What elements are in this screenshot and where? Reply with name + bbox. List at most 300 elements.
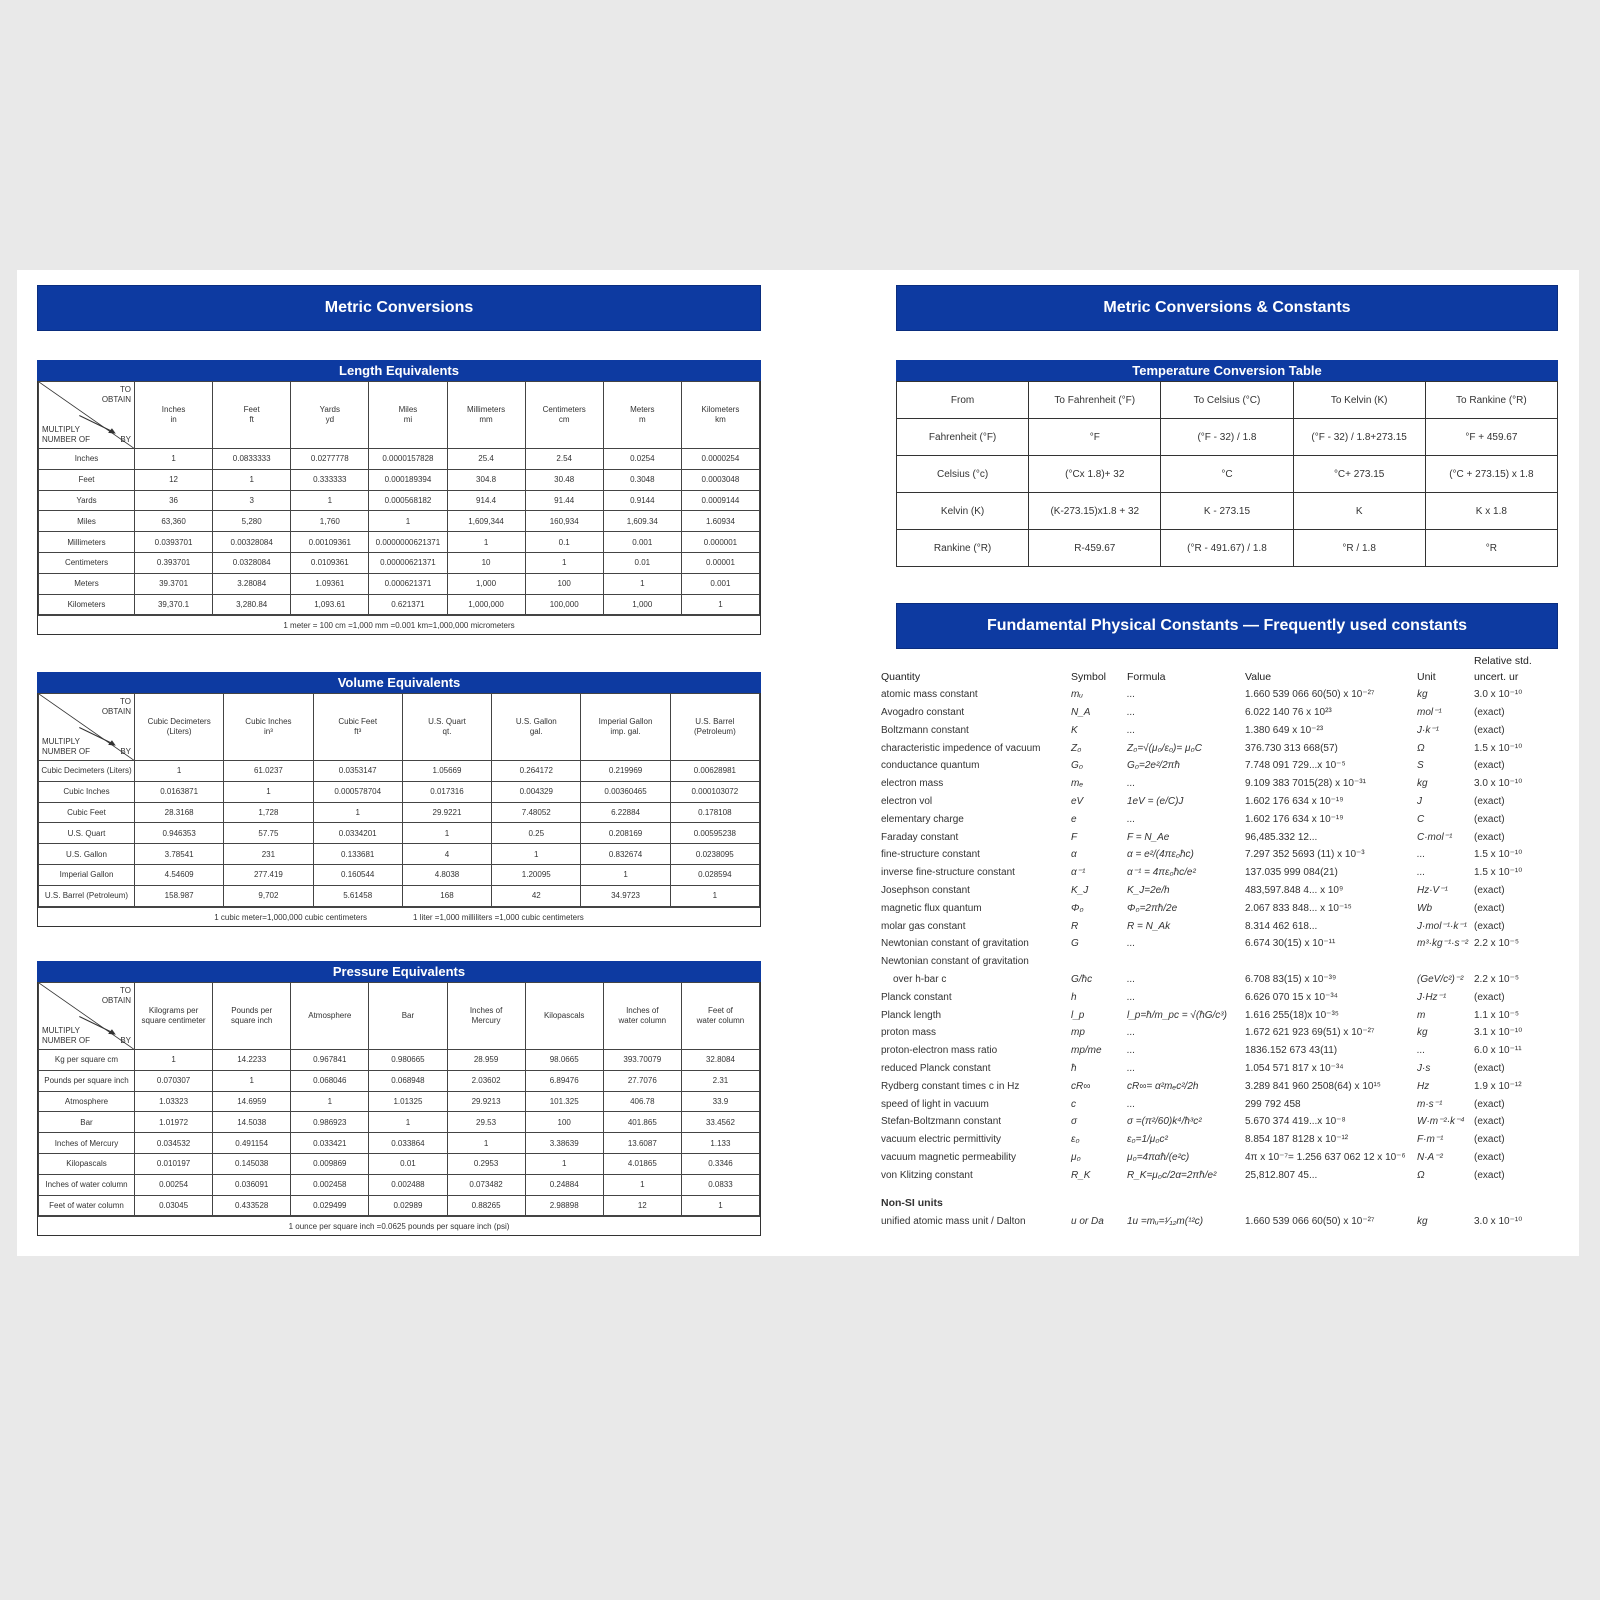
table-row bbox=[39, 490, 760, 511]
footnote bbox=[38, 907, 760, 926]
constant-unit: W·m⁻²·k⁻⁴ bbox=[1417, 1116, 1465, 1128]
row-header: Millimeters bbox=[39, 532, 135, 553]
table-cell: 0.00595238 bbox=[670, 823, 759, 844]
table-row bbox=[39, 469, 760, 490]
constant-row bbox=[881, 775, 1541, 793]
constant-unit: J·s bbox=[1417, 1062, 1431, 1074]
constant-formula: μ₀=4παħ/(e²c) bbox=[1127, 1151, 1190, 1163]
constant-unit: kg bbox=[1417, 689, 1428, 701]
table-cell: 36 bbox=[135, 490, 213, 511]
constant-symbol: c bbox=[1071, 1098, 1076, 1110]
constant-unit: J·Hz⁻¹ bbox=[1417, 991, 1447, 1003]
corner-to-label: TO OBTAIN bbox=[101, 986, 131, 1005]
constant-uncertainty: 1.5 x 10⁻¹⁰ bbox=[1474, 849, 1523, 861]
constant-value: 7.297 352 5693 (11) x 10⁻³ bbox=[1245, 849, 1365, 861]
table-cell: 32.8084 bbox=[681, 1050, 759, 1071]
constant-formula: G₀=2e²/2πħ bbox=[1127, 760, 1180, 772]
constant-uncertainty: (exact) bbox=[1474, 813, 1505, 825]
table-cell: 1.01325 bbox=[369, 1091, 447, 1112]
temp-cell: (°C + 273.15) x 1.8 bbox=[1425, 456, 1557, 493]
constant-row bbox=[881, 1006, 1541, 1024]
constant-symbol: σ bbox=[1071, 1116, 1078, 1128]
constant-uncertainty: 3.1 x 10⁻¹⁰ bbox=[1474, 1027, 1523, 1039]
table-cell: 4.01865 bbox=[603, 1153, 681, 1174]
constant-unit: Ω bbox=[1417, 1169, 1425, 1181]
table-cell: 0.2953 bbox=[447, 1153, 525, 1174]
table-cell: 0.02989 bbox=[369, 1195, 447, 1216]
unit-header: Unit bbox=[1417, 670, 1436, 683]
table-cell: 3 bbox=[213, 490, 291, 511]
constant-unit: C bbox=[1417, 813, 1425, 825]
temp-cell: (°Cx 1.8)+ 32 bbox=[1029, 456, 1161, 493]
table-cell: 7.48052 bbox=[492, 802, 581, 823]
row-header: U.S. Quart bbox=[39, 823, 135, 844]
constant-formula: ... bbox=[1127, 991, 1136, 1003]
constant-unit: J bbox=[1417, 795, 1422, 807]
length-body bbox=[37, 381, 761, 635]
constant-quantity: speed of light in vacuum bbox=[881, 1098, 989, 1110]
temp-cell: (°R - 491.67) / 1.8 bbox=[1161, 530, 1293, 567]
table-cell: 14.6959 bbox=[213, 1091, 291, 1112]
constant-uncertainty: (exact) bbox=[1474, 1134, 1505, 1146]
table-cell: 406.78 bbox=[603, 1091, 681, 1112]
table-cell: 0.0000000621371 bbox=[369, 532, 447, 553]
constant-symbol: e bbox=[1071, 813, 1077, 825]
table-cell: 0.00360465 bbox=[581, 781, 670, 802]
table-cell: 0.9144 bbox=[603, 490, 681, 511]
constant-uncertainty: (exact) bbox=[1474, 760, 1505, 772]
constant-uncertainty: (exact) bbox=[1474, 920, 1505, 932]
constant-formula: α⁻¹ = 4πε₀ħc/e² bbox=[1127, 867, 1196, 879]
table-cell: 1,000 bbox=[447, 573, 525, 594]
constant-quantity: inverse fine-structure constant bbox=[881, 867, 1015, 879]
constant-unit: Ω bbox=[1417, 742, 1425, 754]
table-cell: 1.01972 bbox=[135, 1112, 213, 1133]
table-cell: 28.3168 bbox=[135, 802, 224, 823]
table-cell: 1.05669 bbox=[402, 761, 491, 782]
row-header: Cubic Decimeters (Liters) bbox=[39, 761, 135, 782]
table-row bbox=[39, 573, 760, 594]
column-header: Inches in bbox=[135, 382, 213, 449]
table-row bbox=[39, 511, 760, 532]
constant-quantity: molar gas constant bbox=[881, 920, 966, 932]
row-header: Kg per square cm bbox=[39, 1050, 135, 1071]
constant-unit: J·mol⁻¹·k⁻¹ bbox=[1417, 920, 1467, 932]
constant-symbol: cR∞ bbox=[1071, 1080, 1091, 1092]
table-row bbox=[39, 761, 760, 782]
constant-row bbox=[881, 739, 1541, 757]
row-header: Inches of Mercury bbox=[39, 1133, 135, 1154]
temp-row bbox=[897, 419, 1558, 456]
constant-unit: m bbox=[1417, 1009, 1426, 1021]
constant-value: 6.674 30(15) x 10⁻¹¹ bbox=[1245, 938, 1336, 950]
table-cell: 0.967841 bbox=[291, 1050, 369, 1071]
table-cell: 1 bbox=[135, 1050, 213, 1071]
rel-header-b: uncert. ur bbox=[1474, 670, 1519, 683]
constant-uncertainty: 3.0 x 10⁻¹⁰ bbox=[1474, 1215, 1523, 1227]
column-header: Cubic Feet ft³ bbox=[313, 694, 402, 761]
column-header: Millimeters mm bbox=[447, 382, 525, 449]
table-cell: 0.002458 bbox=[291, 1174, 369, 1195]
row-header: Kilopascals bbox=[39, 1153, 135, 1174]
table-cell: 0.000001 bbox=[681, 532, 759, 553]
volume-title: Volume Equivalents bbox=[37, 672, 761, 693]
constant-uncertainty: 1.5 x 10⁻¹⁰ bbox=[1474, 867, 1523, 879]
constant-formula: 1u =mᵤ=¹⁄₁₂m(¹²c) bbox=[1127, 1215, 1204, 1227]
left-banner: Metric Conversions bbox=[37, 285, 761, 331]
table-cell: 0.178108 bbox=[670, 802, 759, 823]
corner-cell bbox=[39, 382, 135, 449]
constant-value: 1836.152 673 43(11) bbox=[1245, 1045, 1338, 1057]
constant-uncertainty: (exact) bbox=[1474, 706, 1505, 718]
temp-row bbox=[897, 456, 1558, 493]
corner-to-label: TO OBTAIN bbox=[101, 697, 131, 716]
table-cell: 42 bbox=[492, 885, 581, 906]
table-cell: 0.0334201 bbox=[313, 823, 402, 844]
constant-formula: σ =(π²/60)k⁴/ħ³c² bbox=[1127, 1116, 1202, 1128]
constant-row bbox=[881, 988, 1541, 1006]
table-cell: 100 bbox=[525, 1112, 603, 1133]
table-cell: 1 bbox=[135, 761, 224, 782]
constant-value: 483,597.848 4... x 10⁹ bbox=[1245, 884, 1344, 896]
table-cell: 91.44 bbox=[525, 490, 603, 511]
constant-uncertainty: 1.5 x 10⁻¹⁰ bbox=[1474, 742, 1523, 754]
table-cell: 3.38639 bbox=[525, 1133, 603, 1154]
table-cell: 0.073482 bbox=[447, 1174, 525, 1195]
temp-cell: K bbox=[1293, 493, 1425, 530]
column-header: Imperial Gallon imp. gal. bbox=[581, 694, 670, 761]
table-row bbox=[39, 532, 760, 553]
constant-uncertainty: 3.0 x 10⁻¹⁰ bbox=[1474, 689, 1523, 701]
table-cell: 0.00001 bbox=[681, 552, 759, 573]
pressure-table bbox=[37, 961, 761, 1236]
table-cell: 100,000 bbox=[525, 594, 603, 615]
row-header: Feet bbox=[39, 469, 135, 490]
value-header: Value bbox=[1245, 670, 1272, 683]
table-row bbox=[39, 823, 760, 844]
constant-value: 2.067 833 848... x 10⁻¹⁵ bbox=[1245, 902, 1352, 914]
row-header: Cubic Feet bbox=[39, 802, 135, 823]
table-cell: 0.986923 bbox=[291, 1112, 369, 1133]
constant-value: 1.660 539 066 60(50) x 10⁻²⁷ bbox=[1245, 689, 1375, 701]
constant-uncertainty: 2.2 x 10⁻⁵ bbox=[1474, 973, 1520, 985]
column-header: U.S. Quart qt. bbox=[402, 694, 491, 761]
table-cell: 1 bbox=[213, 1070, 291, 1091]
table-cell: 0.001 bbox=[681, 573, 759, 594]
constant-value: 25,812.807 45... bbox=[1245, 1169, 1318, 1181]
table-cell: 0.036091 bbox=[213, 1174, 291, 1195]
constant-symbol: R_K bbox=[1071, 1169, 1091, 1181]
constant-uncertainty: (exact) bbox=[1474, 795, 1505, 807]
pressure-grid bbox=[38, 982, 760, 1216]
table-cell: 2.31 bbox=[681, 1070, 759, 1091]
table-cell: 1 bbox=[291, 490, 369, 511]
constant-quantity: over h-bar c bbox=[893, 973, 947, 985]
constant-quantity: proton-electron mass ratio bbox=[881, 1045, 998, 1057]
table-cell: 0.1 bbox=[525, 532, 603, 553]
temp-row-header: Rankine (°R) bbox=[897, 530, 1029, 567]
table-cell: 0.333333 bbox=[291, 469, 369, 490]
corner-by-label: BY bbox=[120, 435, 131, 444]
nonsi-title: Non-SI units bbox=[881, 1197, 943, 1210]
table-cell: 1,760 bbox=[291, 511, 369, 532]
table-cell: 0.00328084 bbox=[213, 532, 291, 553]
constant-uncertainty: 1.9 x 10⁻¹² bbox=[1474, 1080, 1522, 1092]
constant-value: 1.602 176 634 x 10⁻¹⁹ bbox=[1245, 795, 1344, 807]
constant-formula: ... bbox=[1127, 778, 1136, 790]
constant-formula: ... bbox=[1127, 689, 1136, 701]
table-cell: 10 bbox=[447, 552, 525, 573]
table-cell: 0.033864 bbox=[369, 1133, 447, 1154]
table-cell: 0.00000621371 bbox=[369, 552, 447, 573]
constant-unit: J·k⁻¹ bbox=[1417, 724, 1439, 736]
constant-quantity: vacuum magnetic permeability bbox=[881, 1151, 1017, 1163]
quantity-header: Quantity bbox=[881, 670, 921, 683]
constant-symbol: mp bbox=[1071, 1027, 1085, 1039]
table-cell: 3.78541 bbox=[135, 844, 224, 865]
constant-symbol: l_p bbox=[1071, 1009, 1085, 1021]
table-cell: 1 bbox=[213, 469, 291, 490]
constant-quantity: conductance quantum bbox=[881, 760, 980, 772]
table-cell: 6.89476 bbox=[525, 1070, 603, 1091]
table-row bbox=[39, 594, 760, 615]
table-cell: 0.068948 bbox=[369, 1070, 447, 1091]
constant-value: 8.854 187 8128 x 10⁻¹² bbox=[1245, 1134, 1349, 1146]
temp-cell: °F + 459.67 bbox=[1425, 419, 1557, 456]
table-cell: 0.03045 bbox=[135, 1195, 213, 1216]
table-cell: 1 bbox=[369, 1112, 447, 1133]
constants-banner: Fundamental Physical Constants — Frequently used constants bbox=[896, 603, 1558, 649]
temp-header-cell: To Fahrenheit (°F) bbox=[1029, 382, 1161, 419]
constant-formula: R_K=μ₀c/2α=2πħ/e² bbox=[1127, 1169, 1217, 1181]
table-cell: 1,000,000 bbox=[447, 594, 525, 615]
table-cell: 0.034532 bbox=[135, 1133, 213, 1154]
row-header: Kilometers bbox=[39, 594, 135, 615]
constant-uncertainty: 1.1 x 10⁻⁵ bbox=[1474, 1009, 1520, 1021]
constant-formula: ... bbox=[1127, 938, 1136, 950]
table-cell: 0.029499 bbox=[291, 1195, 369, 1216]
constant-value: 96,485.332 12... bbox=[1245, 831, 1318, 843]
table-cell: 277.419 bbox=[224, 864, 313, 885]
length-title: Length Equivalents bbox=[37, 360, 761, 381]
constant-formula: ... bbox=[1127, 1027, 1136, 1039]
table-cell: 1 bbox=[369, 511, 447, 532]
right-banner: Metric Conversions & Constants bbox=[896, 285, 1558, 331]
table-cell: 101.325 bbox=[525, 1091, 603, 1112]
constant-symbol: Φ₀ bbox=[1071, 902, 1084, 914]
row-header: Imperial Gallon bbox=[39, 864, 135, 885]
constant-uncertainty: (exact) bbox=[1474, 902, 1505, 914]
table-cell: 1.133 bbox=[681, 1133, 759, 1154]
constant-symbol: mₑ bbox=[1071, 778, 1084, 790]
table-cell: 0.00628981 bbox=[670, 761, 759, 782]
table-cell: 0.000621371 bbox=[369, 573, 447, 594]
constant-quantity: reduced Planck constant bbox=[881, 1062, 991, 1074]
temp-header-cell: From bbox=[897, 382, 1029, 419]
table-cell: 4.54609 bbox=[135, 864, 224, 885]
table-cell: 1 bbox=[224, 781, 313, 802]
temp-header-cell: To Celsius (°C) bbox=[1161, 382, 1293, 419]
table-cell: 0.002488 bbox=[369, 1174, 447, 1195]
temp-cell: K - 273.15 bbox=[1161, 493, 1293, 530]
table-cell: 2.98898 bbox=[525, 1195, 603, 1216]
constant-unit: F·m⁻¹ bbox=[1417, 1134, 1444, 1146]
column-header: Kilometers km bbox=[681, 382, 759, 449]
table-cell: 0.0238095 bbox=[670, 844, 759, 865]
table-cell: 13.6087 bbox=[603, 1133, 681, 1154]
table-cell: 0.0353147 bbox=[313, 761, 402, 782]
row-header: Cubic Inches bbox=[39, 781, 135, 802]
table-cell: 158.987 bbox=[135, 885, 224, 906]
table-cell: 0.033421 bbox=[291, 1133, 369, 1154]
constant-value: 1.616 255(18)x 10⁻³⁵ bbox=[1245, 1009, 1339, 1021]
temp-row bbox=[897, 530, 1558, 567]
constant-quantity: electron mass bbox=[881, 778, 944, 790]
constant-unit: Wb bbox=[1417, 902, 1432, 914]
constant-quantity: electron vol bbox=[881, 795, 933, 807]
constant-uncertainty: (exact) bbox=[1474, 1116, 1505, 1128]
constant-symbol: mp/me bbox=[1071, 1045, 1102, 1057]
constant-row bbox=[881, 1024, 1541, 1042]
table-row bbox=[39, 449, 760, 470]
table-cell: 1 bbox=[447, 1133, 525, 1154]
temperature-title: Temperature Conversion Table bbox=[896, 360, 1558, 381]
column-header: Inches of Mercury bbox=[447, 983, 525, 1050]
corner-cell bbox=[39, 983, 135, 1050]
table-row bbox=[39, 1091, 760, 1112]
table-cell: 1,609,344 bbox=[447, 511, 525, 532]
constant-uncertainty: (exact) bbox=[1474, 884, 1505, 896]
column-header: Feet ft bbox=[213, 382, 291, 449]
constant-unit: m·s⁻¹ bbox=[1417, 1098, 1443, 1110]
constant-uncertainty: (exact) bbox=[1474, 991, 1505, 1003]
constant-unit: N·A⁻² bbox=[1417, 1151, 1443, 1163]
table-cell: 6.22884 bbox=[581, 802, 670, 823]
temp-row-header: Celsius (°c) bbox=[897, 456, 1029, 493]
constant-value: 1.672 621 923 69(51) x 10⁻²⁷ bbox=[1245, 1027, 1375, 1039]
constant-quantity: elementary charge bbox=[881, 813, 964, 825]
constant-quantity: fine-structure constant bbox=[881, 849, 980, 861]
table-cell: 0.3346 bbox=[681, 1153, 759, 1174]
table-cell: 1 bbox=[581, 864, 670, 885]
table-row bbox=[39, 844, 760, 865]
corner-cell bbox=[39, 694, 135, 761]
constant-formula: Z₀=√(μ₀/ε₀)= μ₀C bbox=[1127, 742, 1202, 754]
footnote-text: 1 liter =1,000 milliliters =1,000 cubic centimeters bbox=[413, 912, 584, 922]
table-row bbox=[39, 1153, 760, 1174]
constant-value: 9.109 383 7015(28) x 10⁻³¹ bbox=[1245, 778, 1366, 790]
constant-formula: R = N_Ak bbox=[1127, 920, 1171, 932]
table-cell: 1,000 bbox=[603, 594, 681, 615]
table-cell: 0.433528 bbox=[213, 1195, 291, 1216]
temp-cell: (°F - 32) / 1.8+273.15 bbox=[1293, 419, 1425, 456]
table-cell: 0.0393701 bbox=[135, 532, 213, 553]
table-cell: 29.9221 bbox=[402, 802, 491, 823]
constant-symbol: G bbox=[1071, 938, 1079, 950]
constant-quantity: atomic mass constant bbox=[881, 689, 978, 701]
table-row bbox=[39, 1112, 760, 1133]
row-header: Meters bbox=[39, 573, 135, 594]
constant-unit: kg bbox=[1417, 1215, 1428, 1227]
constant-uncertainty: (exact) bbox=[1474, 724, 1505, 736]
constant-formula: ... bbox=[1127, 1098, 1136, 1110]
constant-quantity: Boltzmann constant bbox=[881, 724, 969, 736]
constant-formula: F = N_Ae bbox=[1127, 831, 1170, 843]
constant-formula: ... bbox=[1127, 813, 1136, 825]
constant-row bbox=[881, 864, 1541, 882]
table-cell: 0.491154 bbox=[213, 1133, 291, 1154]
table-cell: 0.208169 bbox=[581, 823, 670, 844]
table-cell: 0.3048 bbox=[603, 469, 681, 490]
column-header: Cubic Decimeters (Liters) bbox=[135, 694, 224, 761]
temperature-grid bbox=[896, 381, 1558, 567]
table-cell: 1 bbox=[681, 594, 759, 615]
constant-value: 299 792 458 bbox=[1245, 1098, 1301, 1110]
column-header: U.S. Gallon gal. bbox=[492, 694, 581, 761]
table-row bbox=[39, 552, 760, 573]
column-header: U.S. Barrel (Petroleum) bbox=[670, 694, 759, 761]
constant-row bbox=[881, 953, 1541, 971]
table-cell: 0.000578704 bbox=[313, 781, 402, 802]
table-cell: 1 bbox=[670, 885, 759, 906]
constant-value: 3.289 841 960 2508(64) x 10¹⁵ bbox=[1245, 1080, 1381, 1092]
constant-row bbox=[881, 793, 1541, 811]
table-cell: 33.4562 bbox=[681, 1112, 759, 1133]
constant-quantity: Newtonian constant of gravitation bbox=[881, 956, 1029, 968]
symbol-header: Symbol bbox=[1071, 670, 1107, 683]
table-cell: 304.8 bbox=[447, 469, 525, 490]
constant-value: 1.054 571 817 x 10⁻³⁴ bbox=[1245, 1062, 1344, 1074]
formula-header: Formula bbox=[1127, 670, 1166, 683]
table-cell: 39,370.1 bbox=[135, 594, 213, 615]
table-cell: 914.4 bbox=[447, 490, 525, 511]
column-header: Kilopascals bbox=[525, 983, 603, 1050]
constants-header bbox=[881, 668, 1541, 686]
constant-quantity: vacuum electric permittivity bbox=[881, 1134, 1002, 1146]
table-cell: 1,728 bbox=[224, 802, 313, 823]
temp-cell: K x 1.8 bbox=[1425, 493, 1557, 530]
constant-value: 376.730 313 668(57) bbox=[1245, 742, 1338, 754]
table-cell: 25.4 bbox=[447, 449, 525, 470]
table-cell: 0.068046 bbox=[291, 1070, 369, 1091]
table-cell: 0.25 bbox=[492, 823, 581, 844]
table-cell: 1,093.61 bbox=[291, 594, 369, 615]
constants-list bbox=[881, 654, 1541, 1230]
temperature-table bbox=[896, 360, 1558, 567]
constant-symbol: ħ bbox=[1071, 1062, 1077, 1074]
table-cell: 0.00254 bbox=[135, 1174, 213, 1195]
constant-quantity: unified atomic mass unit / Dalton bbox=[881, 1215, 1026, 1227]
constant-unit: kg bbox=[1417, 1027, 1428, 1039]
temp-header-cell: To Kelvin (K) bbox=[1293, 382, 1425, 419]
table-cell: 1 bbox=[603, 1174, 681, 1195]
constant-uncertainty: (exact) bbox=[1474, 1098, 1505, 1110]
table-cell: 29.9213 bbox=[447, 1091, 525, 1112]
constant-formula: 1eV = (e/C)J bbox=[1127, 795, 1184, 807]
table-cell: 0.000189394 bbox=[369, 469, 447, 490]
table-cell: 1 bbox=[603, 573, 681, 594]
constant-formula: ... bbox=[1127, 1062, 1136, 1074]
table-cell: 0.621371 bbox=[369, 594, 447, 615]
table-cell: 0.000103072 bbox=[670, 781, 759, 802]
column-header: Atmosphere bbox=[291, 983, 369, 1050]
constant-row bbox=[881, 810, 1541, 828]
table-cell: 33.9 bbox=[681, 1091, 759, 1112]
table-cell: 1.20095 bbox=[492, 864, 581, 885]
constant-formula: K_J=2e/h bbox=[1127, 884, 1170, 896]
table-cell: 1.09361 bbox=[291, 573, 369, 594]
constant-value: 6.626 070 15 x 10⁻³⁴ bbox=[1245, 991, 1338, 1003]
